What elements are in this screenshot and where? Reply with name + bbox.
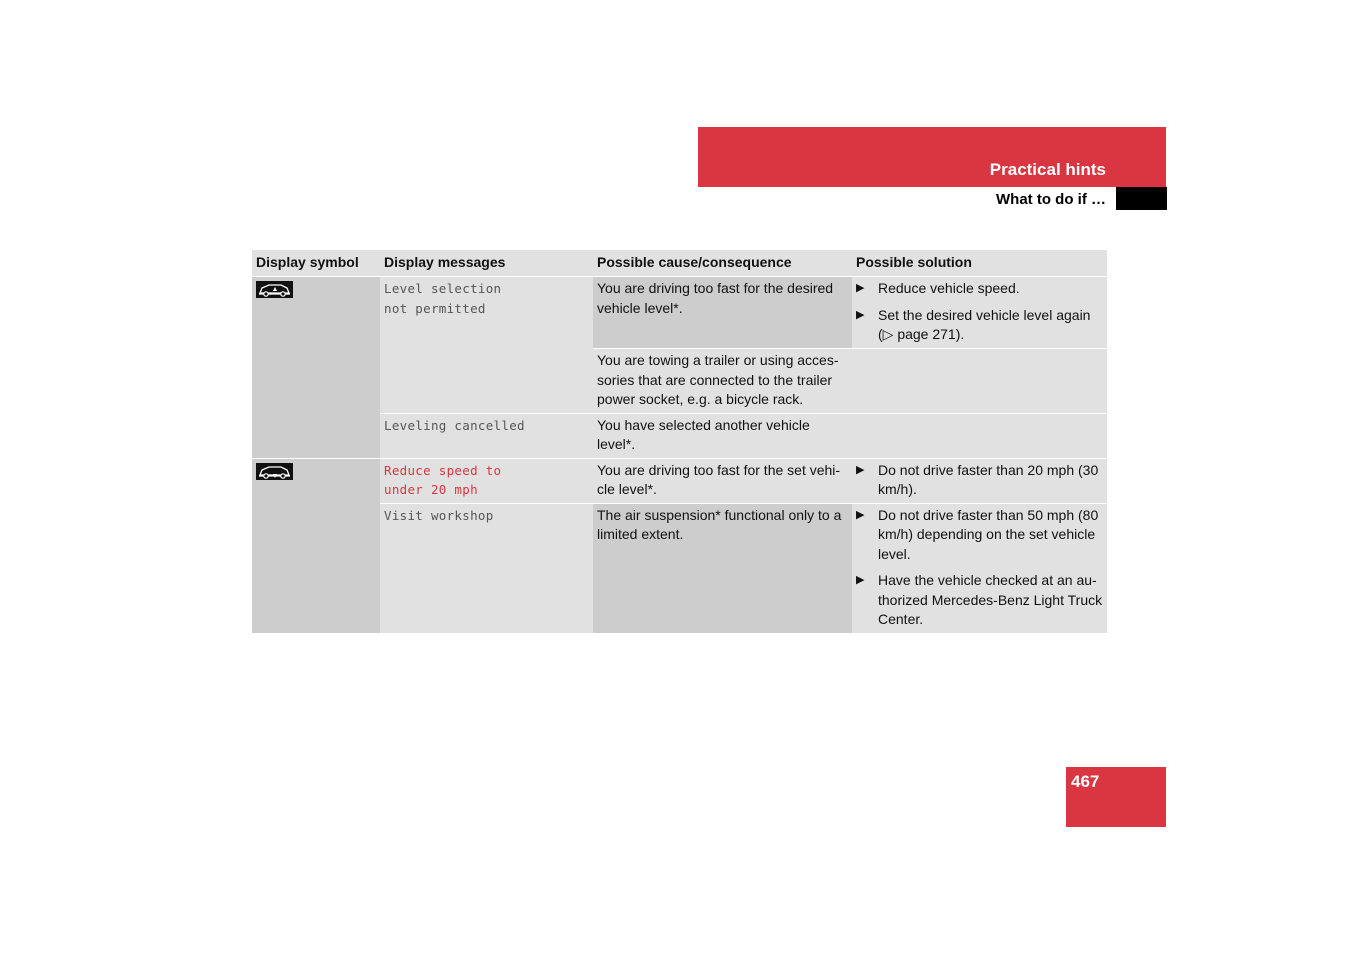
table-row [252,503,1107,633]
bullet-arrow-icon: ▶ [856,463,865,476]
table-row [252,413,1107,458]
solution-item [856,306,1103,345]
solution-cell [852,277,1107,349]
message-text: Visit workshop [384,507,494,523]
solution-item [856,461,1103,500]
bullet-arrow-icon: ▶ [856,574,865,586]
bullet-arrow-icon: ▶ [856,282,865,294]
message-cell [380,277,593,414]
message-cell [380,458,593,503]
message-text: not permitted [384,300,486,316]
solution-cell [852,413,1107,458]
section-title: Practical hints [989,160,1106,179]
solution-item [856,506,1103,565]
solution-text: Have the vehicle checked at an au-thorized Mercedes-Benz Light Truck Center. [878,572,1103,627]
symbol-cell [252,277,380,459]
vehicle-level-lowered-icon [256,463,293,480]
message-text-warning: Reduce speed to [384,462,502,478]
header-possible-solution: Possible solution [852,250,1107,277]
solution-cell [852,503,1107,633]
message-text-warning: under 20 mph [384,482,478,497]
vehicle-level-raised-icon [256,281,293,298]
solution-cell [852,458,1107,503]
solution-text: Do not drive faster than 50 mph (80 km/h) depending on the set vehicle level. [878,506,1099,562]
solution-text: Do not drive faster than 20 mph (30 km/h). [878,461,1099,497]
symbol-cell [252,458,380,633]
message-cell [380,413,593,458]
message-text: Level selection [384,281,502,296]
table-row [252,277,1107,349]
cause-cell: You are towing a trailer or using acces-sories that are connected to the trailer power socket, e.g. a bicycle rack. [593,349,852,414]
cause-cell: You are driving too fast for the set vehi-cle level*. [593,458,852,503]
table-header-row [252,250,1107,277]
message-text: Leveling cancelled [384,417,525,433]
cause-cell: You have selected another vehicle level*. [593,413,852,458]
table-row [252,458,1107,503]
solution-text: Set the desired vehicle level again (▷ page 271). [878,306,1091,342]
bullet-arrow-icon: ▶ [856,308,865,321]
solution-item [856,279,1103,299]
page-number: 467 [1071,772,1100,791]
subsection-title: What to do if … [996,191,1106,208]
cause-cell: The air suspension* functional only to a limited extent. [593,503,852,633]
header-display-messages: Display messages [380,250,593,277]
message-cell [380,503,593,633]
display-messages-table [252,250,1107,634]
cause-cell: You are driving too fast for the desired vehicle level*. [593,277,852,349]
solution-item [856,571,1103,630]
solution-cell [852,349,1107,414]
header-possible-cause: Possible cause/consequence [593,250,852,277]
header-display-symbol: Display symbol [252,250,380,277]
section-tab-marker [1116,187,1167,210]
bullet-arrow-icon: ▶ [856,508,865,521]
solution-text: Reduce vehicle speed. [878,280,1020,296]
